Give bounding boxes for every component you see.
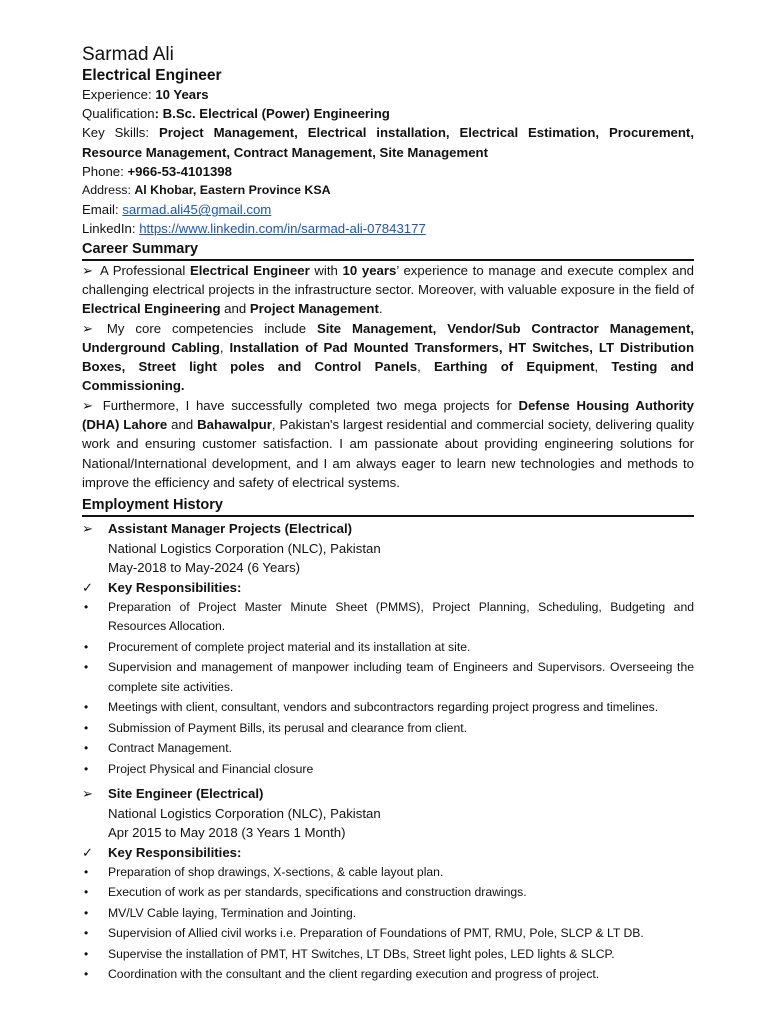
address-line <box>82 181 694 200</box>
list-item: • Coordination with the consultant and the client regarding execution and progress of project. <box>82 965 694 985</box>
experience-label: Experience: <box>82 87 156 102</box>
summary-text: ’ experience to manage and execute complex and challenging electrical projects in the infrastructure sector. Moreover, with valuable exposure in the field of <box>82 262 695 297</box>
candidate-title: Electrical Engineer <box>82 67 222 84</box>
list-item: • Supervise the installation of PMT, HT Switches, LT DBs, Street light poles, LED lights & SLCP. <box>82 945 694 965</box>
job-title: Assistant Manager Projects (Electrical) <box>108 521 353 537</box>
summary-bold: Electrical Engineering <box>82 301 221 317</box>
qualification-line <box>82 104 694 123</box>
list-item: • Meetings with client, consultant, vendors and subcontractors regarding project progress and timelines. <box>82 698 694 718</box>
phone-value: +966-53-4101398 <box>127 163 232 179</box>
job-company: National Logistics Corporation (NLC), Pakistan <box>108 540 381 556</box>
career-summary-heading: Career Summary <box>82 240 694 261</box>
job-period: May-2018 to May-2024 (6 Years) <box>108 560 301 576</box>
address-label: Address: <box>82 183 135 198</box>
list-item: • Project Physical and Financial closure <box>82 760 694 780</box>
responsibilities-list <box>82 863 694 985</box>
summary-text: , <box>417 359 434 375</box>
summary-bold: Earthing of Equipment <box>433 359 595 375</box>
job-company: National Logistics Corporation (NLC), Pakistan <box>108 805 381 821</box>
list-item: • Supervision of Allied civil works i.e. Preparation of Foundations of PMT, RMU, Pole, SLCP & LT DB. <box>82 924 694 944</box>
phone-line <box>82 162 694 181</box>
resume-content <box>82 44 694 986</box>
summary-text: A Professional <box>99 262 190 278</box>
summary-bold: Testing and Commissioning. <box>82 359 694 394</box>
linkedin-line <box>82 219 694 238</box>
checkmark-icon: ✓ <box>82 844 94 860</box>
list-item: • Supervision and management of manpower including team of Engineers and Supervisors. Overseeing the complete site activities. <box>82 658 694 697</box>
summary-bold: 10 years <box>342 262 397 278</box>
summary-text: , Pakistan's largest residential and commercial society, delivering quality work and ensuring customer satisfaction. I am passionate about providing engineering solutions for National/International development, and I am always eager to learn new technologies and methods to improve the efficiency and safety of electrical systems. <box>82 417 694 490</box>
summary-bold: Bahawalpur <box>197 417 272 432</box>
list-item: • Preparation of shop drawings, X-sections, & cable layout plan. <box>82 863 694 883</box>
phone-label: Phone: <box>82 163 128 179</box>
summary-text: . <box>378 301 383 317</box>
email-label: Email: <box>82 202 123 218</box>
skills-label: Key Skills: <box>82 125 159 141</box>
arrow-bullet-icon: ➢ <box>82 320 94 336</box>
job-period: Apr 2015 to May 2018 (3 Years 1 Month) <box>108 825 346 841</box>
job-entry <box>82 784 694 985</box>
responsibilities-list <box>82 598 694 780</box>
list-item: • Contract Management. <box>82 739 694 759</box>
skills-value: Project Management, Electrical installation, Electrical Estimation, Procurement, Resource Management, Contract Management, Site Management <box>82 125 694 160</box>
job-title: Site Engineer (Electrical) <box>108 786 264 802</box>
summary-text: and <box>167 417 198 432</box>
summary-bold: Site Management, Vendor/Sub Contractor Management, Underground Cabling <box>82 320 694 355</box>
job-entry <box>82 519 694 779</box>
arrow-bullet-icon: ➢ <box>82 786 94 802</box>
responsibilities-heading <box>82 578 694 598</box>
summary-text: Furthermore, I have successfully completed two mega projects for <box>102 397 519 413</box>
job-title-line <box>82 784 694 804</box>
job-title-line <box>82 519 694 539</box>
checkmark-icon: ✓ <box>82 579 94 595</box>
responsibilities-label: Key Responsibilities: <box>108 579 242 595</box>
summary-text: , <box>219 339 230 355</box>
summary-text: My core competencies include <box>106 320 317 336</box>
list-item: • MV/LV Cable laying, Termination and Jointing. <box>82 904 694 924</box>
arrow-bullet-icon: ➢ <box>82 397 94 413</box>
summary-bold: Project Management <box>249 301 379 317</box>
summary-paragraph-3 <box>82 396 694 492</box>
linkedin-link[interactable]: https://www.linkedin.com/in/sarmad-ali-07843177 <box>139 221 426 237</box>
summary-bold: Defense Housing Authority (DHA) Lahore <box>82 397 694 432</box>
summary-bold: Electrical Engineer <box>189 262 310 278</box>
experience-line <box>82 85 694 104</box>
email-line <box>82 200 694 219</box>
employment-history-heading: Employment History <box>82 496 694 517</box>
candidate-name: Sarmad Ali <box>82 44 174 65</box>
summary-text: and <box>220 301 250 317</box>
list-item: • Procurement of complete project material and its installation at site. <box>82 638 694 658</box>
list-item: • Execution of work as per standards, specifications and construction drawings. <box>82 883 694 903</box>
list-item: • Preparation of Project Master Minute Sheet (PMMS), Project Planning, Scheduling, Budgeting and Resources Allocation. <box>82 598 694 637</box>
qualification-value: : B.Sc. Electrical (Power) Engineering <box>154 106 390 122</box>
address-value: Al Khobar, Eastern Province KSA <box>134 183 331 198</box>
experience-value: 10 Years <box>155 87 209 102</box>
responsibilities-heading <box>82 843 694 863</box>
summary-text: , <box>594 359 612 375</box>
arrow-bullet-icon: ➢ <box>82 262 94 278</box>
summary-text: with <box>309 262 343 278</box>
summary-paragraph-1 <box>82 261 694 319</box>
summary-bold: Installation of Pad Mounted Transformers, HT Switches, LT Distribution Boxes, Street light poles and Control Panels <box>82 339 695 375</box>
qualification-label: Qualification <box>82 106 155 122</box>
linkedin-label: LinkedIn: <box>82 221 140 237</box>
email-link[interactable]: sarmad.ali45@gmail.com <box>122 202 272 218</box>
arrow-bullet-icon: ➢ <box>82 521 94 537</box>
responsibilities-label: Key Responsibilities: <box>108 844 242 860</box>
summary-paragraph-2 <box>82 319 694 396</box>
skills-line <box>82 123 694 161</box>
list-item: • Submission of Payment Bills, its perusal and clearance from client. <box>82 719 694 739</box>
